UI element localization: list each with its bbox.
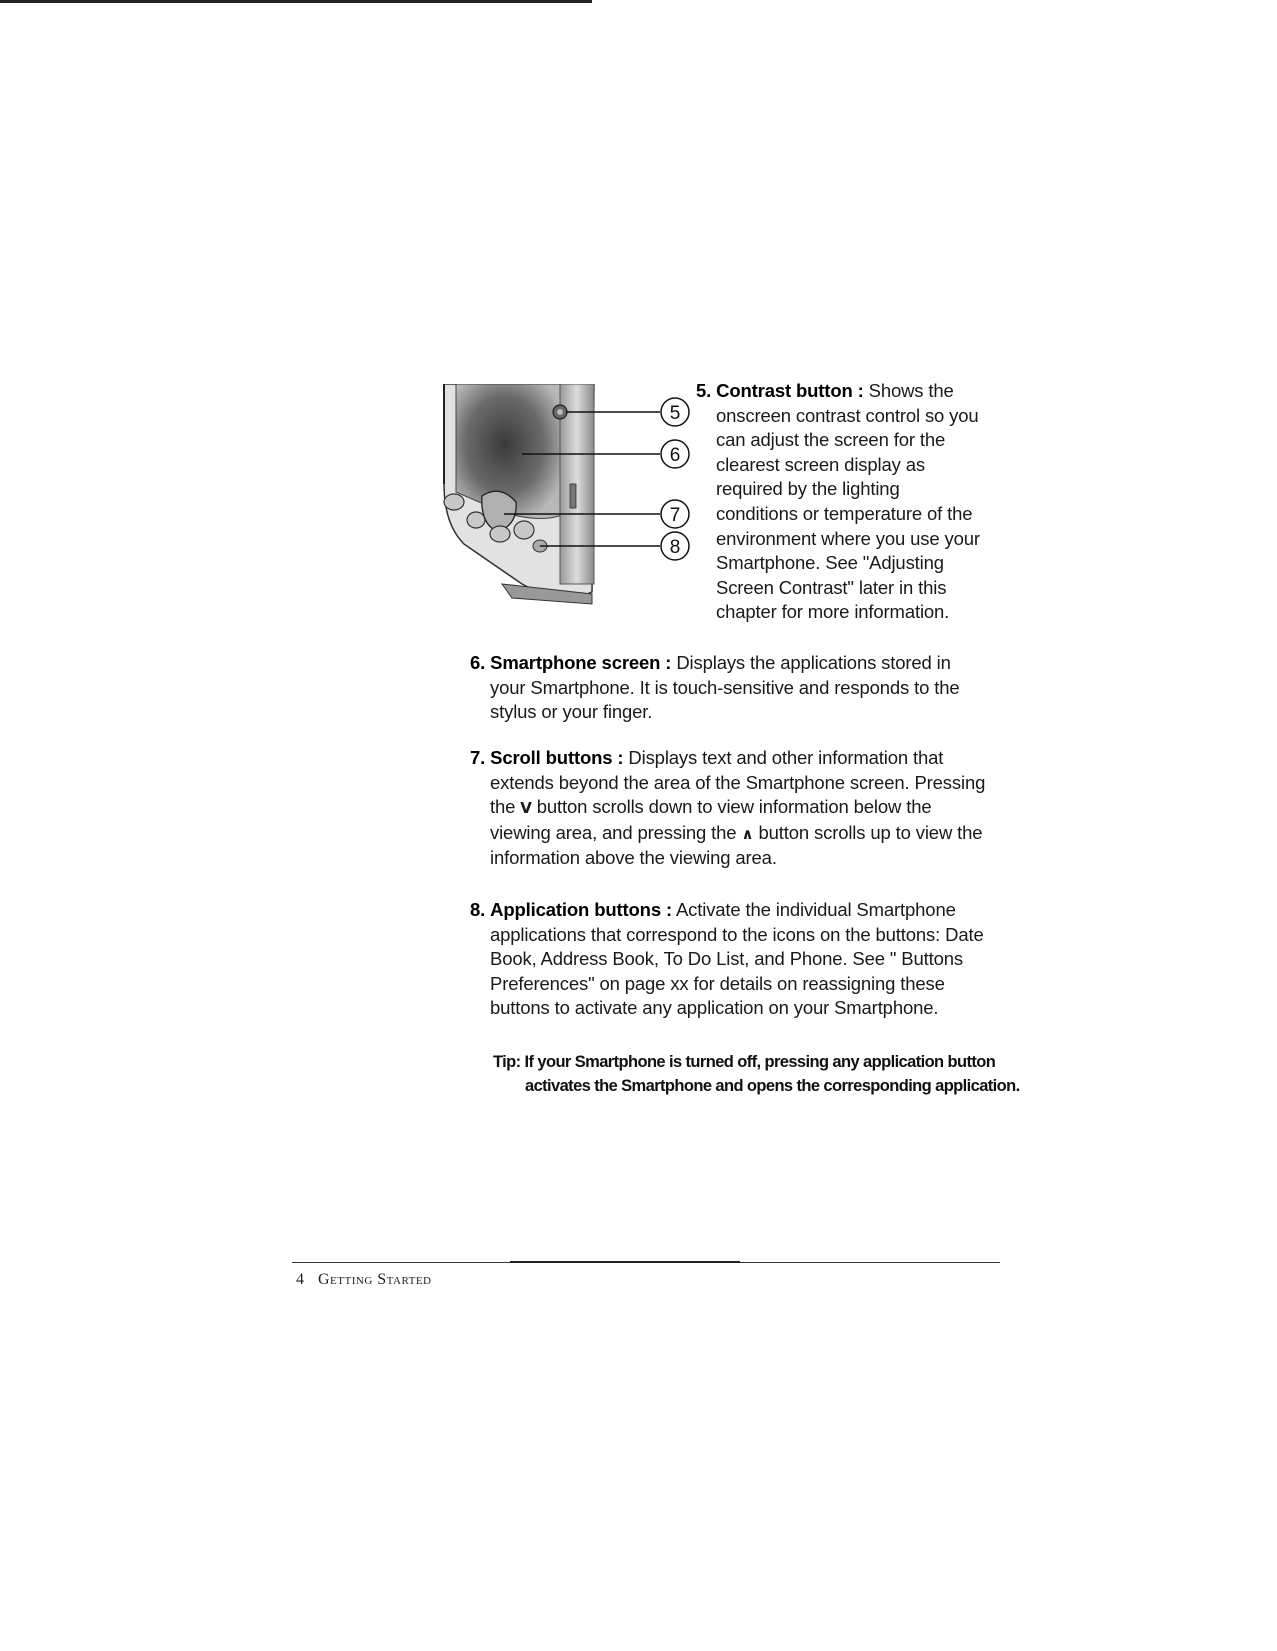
item-smartphone-screen [470, 651, 990, 725]
page-number: 4 [296, 1271, 304, 1288]
tip-note [493, 1051, 1025, 1098]
item-number: 8. [470, 899, 486, 920]
item-number: 6. [470, 652, 486, 673]
top-edge-rule [0, 0, 592, 3]
item-term: Scroll buttons : [490, 747, 624, 768]
item-number: 5. [696, 380, 712, 401]
footer-rule-accent [510, 1261, 740, 1263]
scroll-down-arrow-icon: V [520, 799, 532, 818]
item-scroll-buttons [470, 746, 990, 871]
tip-text: If your Smartphone is turned off, pressing any application button activates the Smartphone and opens the corresponding application. [524, 1053, 1020, 1095]
item-description-b: button scrolls down to view information below the viewing area, and pressing the [490, 796, 932, 843]
item-description: Shows the onscreen contrast control so you can adjust the screen for the clearest screen display as required by the lighting conditions or temperature of the environment where you use your Smartphone. See "Adjusting Screen Contrast" later in this chapter for more information. [716, 380, 980, 623]
page-footer [296, 1271, 432, 1289]
callout-7-label: 7 [669, 505, 681, 526]
item-description-a: Displays text and other information that extends beyond the area of the Smartphone screen. Pressing the [490, 747, 986, 818]
item-term: Application buttons : [490, 899, 672, 920]
tip-label: Tip: [493, 1053, 521, 1071]
section-title: Getting Started [318, 1271, 432, 1288]
item-term: Contrast button : [716, 380, 864, 401]
item-description: Displays the applications stored in your Smartphone. It is touch-sensitive and responds to the stylus or your finger. [490, 652, 960, 723]
item-contrast-button [696, 379, 986, 625]
item-number: 7. [470, 747, 486, 768]
callout-6-label: 6 [669, 445, 681, 466]
callout-8-label: 8 [669, 537, 681, 558]
item-term: Smartphone screen : [490, 652, 672, 673]
item-description: Activate the individual Smartphone applications that correspond to the icons on the buttons: Date Book, Address Book, To Do List, and Phone. See " Buttons Preferences" on page xx for details on reassigning these buttons to activate any application on your Smartphone. [490, 899, 984, 1019]
smartphone-illustration [442, 384, 700, 610]
item-description-c: button scrolls up to view the information above the viewing area. [490, 821, 983, 869]
scroll-up-arrow-icon: ∧ [741, 824, 754, 843]
item-application-buttons [470, 898, 990, 1021]
callout-5-label: 5 [669, 403, 681, 424]
